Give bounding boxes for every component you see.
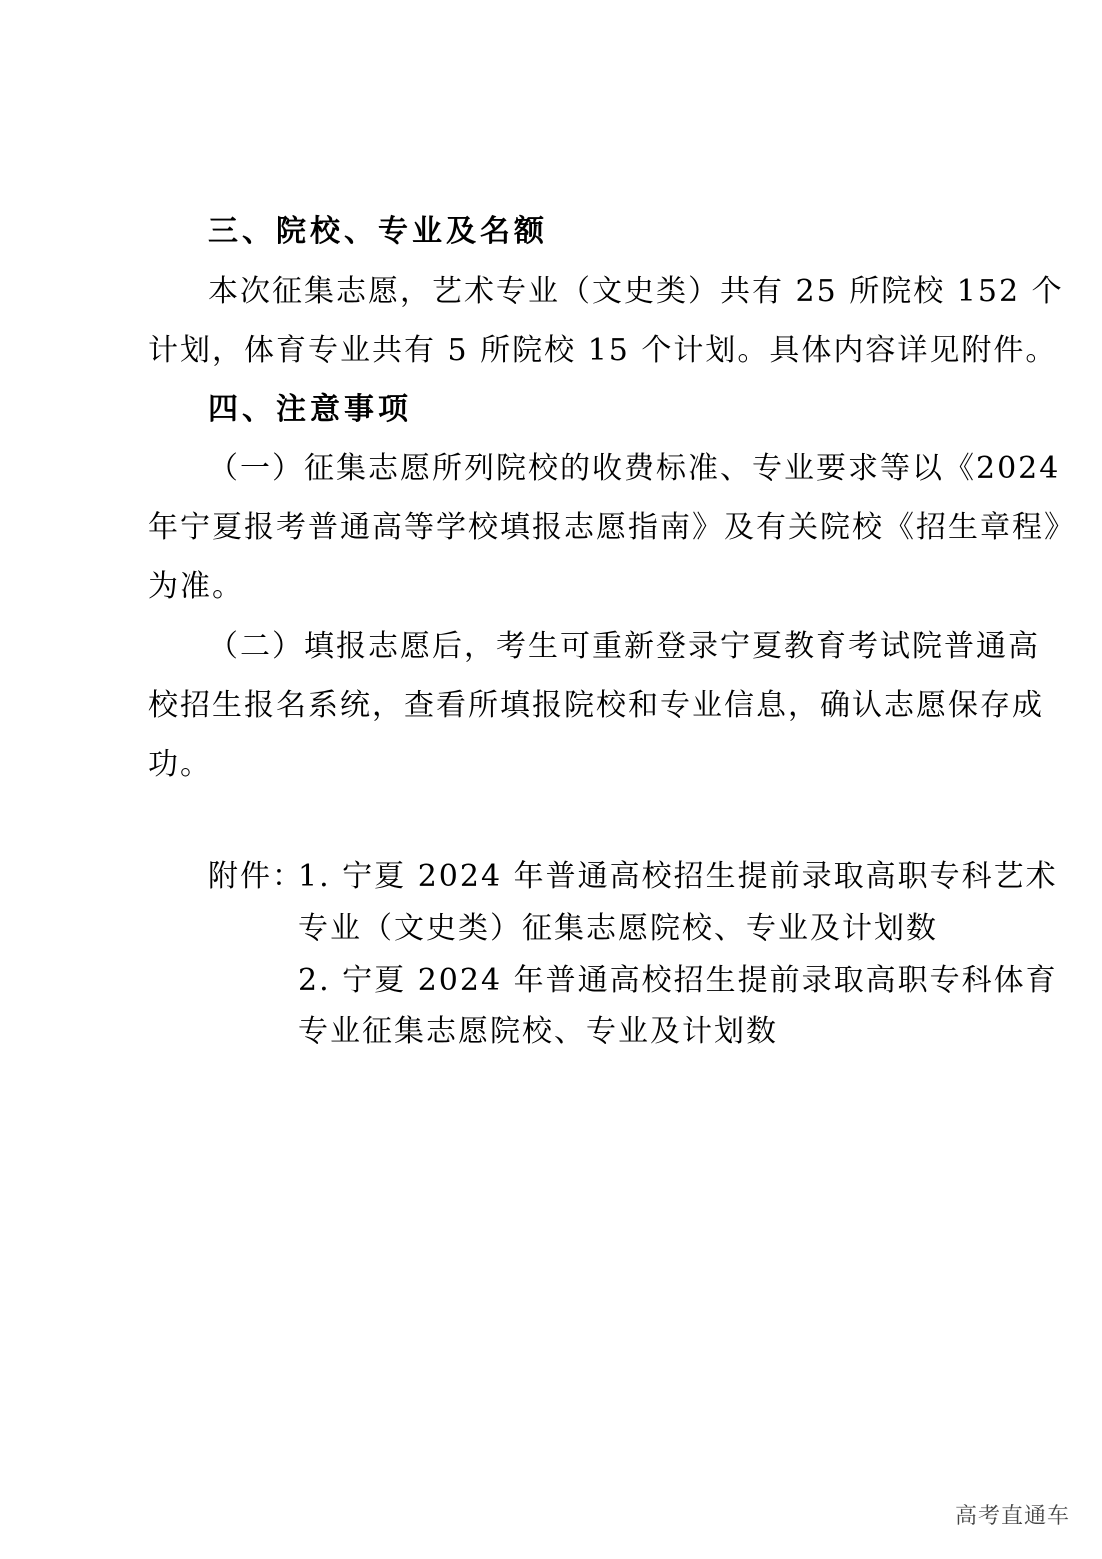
section-4-heading: 四、注意事项 <box>208 392 412 427</box>
attachment-1-line-2: 专业（文史类）征集志愿院校、专业及计划数 <box>298 911 938 946</box>
section-3-paragraph-line-1: 本次征集志愿，艺术专业（文史类）共有 25 所院校 152 个 <box>208 274 1064 309</box>
notice-item-2-line-2: 校招生报名系统，查看所填报院校和专业信息，确认志愿保存成 <box>148 688 1044 723</box>
attachment-1-line-1: 1. 宁夏 2024 年普通高校招生提前录取高职专科艺术 <box>298 859 1058 894</box>
notice-item-2-line-3: 功。 <box>148 747 212 782</box>
watermark-text: 高考直通车 <box>954 1504 1070 1529</box>
section-3-heading: 三、院校、专业及名额 <box>208 214 548 249</box>
notice-item-1-line-3: 为准。 <box>148 569 244 604</box>
attachment-2-line-2: 专业征集志愿院校、专业及计划数 <box>298 1014 778 1049</box>
attachments-label: 附件： <box>208 859 304 894</box>
notice-item-2-line-1: （二）填报志愿后，考生可重新登录宁夏教育考试院普通高 <box>208 629 1040 664</box>
section-3-paragraph-line-2: 计划，体育专业共有 5 所院校 15 个计划。具体内容详见附件。 <box>148 333 1058 368</box>
notice-item-1-line-2: 年宁夏报考普通高等学校填报志愿指南》及有关院校《招生章程》 <box>148 510 1076 545</box>
notice-item-1-line-1: （一）征集志愿所列院校的收费标准、专业要求等以《2024 <box>208 451 1061 486</box>
attachment-2-line-1: 2. 宁夏 2024 年普通高校招生提前录取高职专科体育 <box>298 963 1058 998</box>
